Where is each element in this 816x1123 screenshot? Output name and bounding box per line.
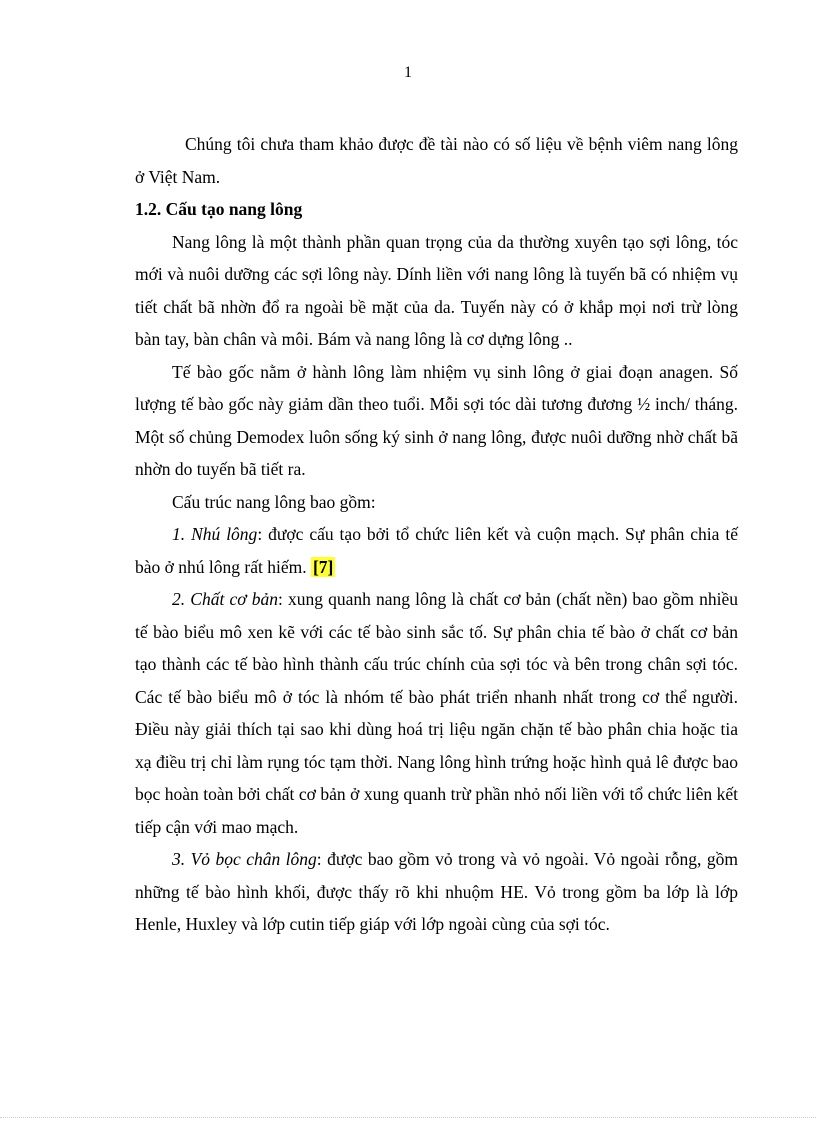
list-item-root-sheath <box>135 843 738 941</box>
intro-paragraph: Chúng tôi chưa tham khảo được đề tài nào có số liệu về bệnh viêm nang lông ở Việt Nam. <box>135 134 738 187</box>
text-root-sheath: : được bao gồm vỏ trong và vỏ ngoài. Vỏ ngoài rỗng, gồm những tế bào hình khối, được thấy rõ khi nhuộm HE. Vỏ trong gồm ba lớp là lớp Henle, Huxley và lớp cutin tiếp giáp với lớp ngoài cùng của sợi tóc. <box>135 849 738 934</box>
term-root-sheath: 3. Vỏ bọc chân lông <box>172 849 317 869</box>
list-item-matrix <box>135 583 738 843</box>
paragraph-structure-overview: Nang lông là một thành phần quan trọng của da thường xuyên tạo sợi lông, tóc mới và nuôi dưỡng các sợi lông này. Dính liền với nang lông là tuyến bã có nhiệm vụ tiết chất bã nhờn đổ ra ngoài bề mặt của da. Tuyến này có ở khắp mọi nơi trừ lòng bàn tay, bàn chân và môi. Bám và nang lông là cơ dựng lông .. <box>135 231 738 349</box>
document-body <box>135 128 738 941</box>
paragraph-stem-cells: Tế bào gốc nằm ở hành lông làm nhiệm vụ sinh lông ở giai đoạn anagen. Số lượng tế bào gốc này giảm dần theo tuổi. Mỗi sợi tóc dài tương đương ½ inch/ tháng. Một số chủng Demodex luôn sống ký sinh ở nang lông, được nuôi dưỡng nhờ chất bã nhờn do tuyến bã tiết ra. <box>135 361 738 479</box>
text-papilla: : được cấu tạo bởi tổ chức liên kết và cuộn mạch. Sự phân chia tế bào ở nhú lông rất hiếm. <box>135 524 738 577</box>
term-matrix: 2. Chất cơ bản <box>172 589 278 609</box>
section-heading: 1.2. Cấu tạo nang lông <box>135 199 303 219</box>
citation-reference: [7] <box>312 556 334 577</box>
page-bottom-divider <box>0 1117 816 1118</box>
term-papilla: 1. Nhú lông <box>172 524 258 544</box>
page-number: 1 <box>404 64 412 81</box>
text-matrix: : xung quanh nang lông là chất cơ bản (chất nền) bao gồm nhiều tế bào biểu mô xen kẽ với các tế bào sinh sắc tố. Sự phân chia tế bào ở chất cơ bản tạo thành các tế bào hình thành cấu trúc chính của sợi tóc và bên trong chân sợi tóc. Các tế bào biểu mô ở tóc là nhóm tế bào phát triển nhanh nhất trong cơ thể người. Điều này giải thích tại sao khi dùng hoá trị liệu ngăn chặn tế bào phân chia hoặc tia xạ điều trị chỉ làm rụng tóc tạm thời. Nang lông hình trứng hoặc hình quả lê được bao bọc hoàn toàn bởi chất cơ bản ở xung quanh trừ phần nhỏ nối liền với tổ chức liên kết tiếp cận với mao mạch. <box>135 589 738 837</box>
paragraph-structure-list-intro: Cấu trúc nang lông bao gồm: <box>172 491 376 512</box>
list-item-papilla <box>135 518 738 583</box>
